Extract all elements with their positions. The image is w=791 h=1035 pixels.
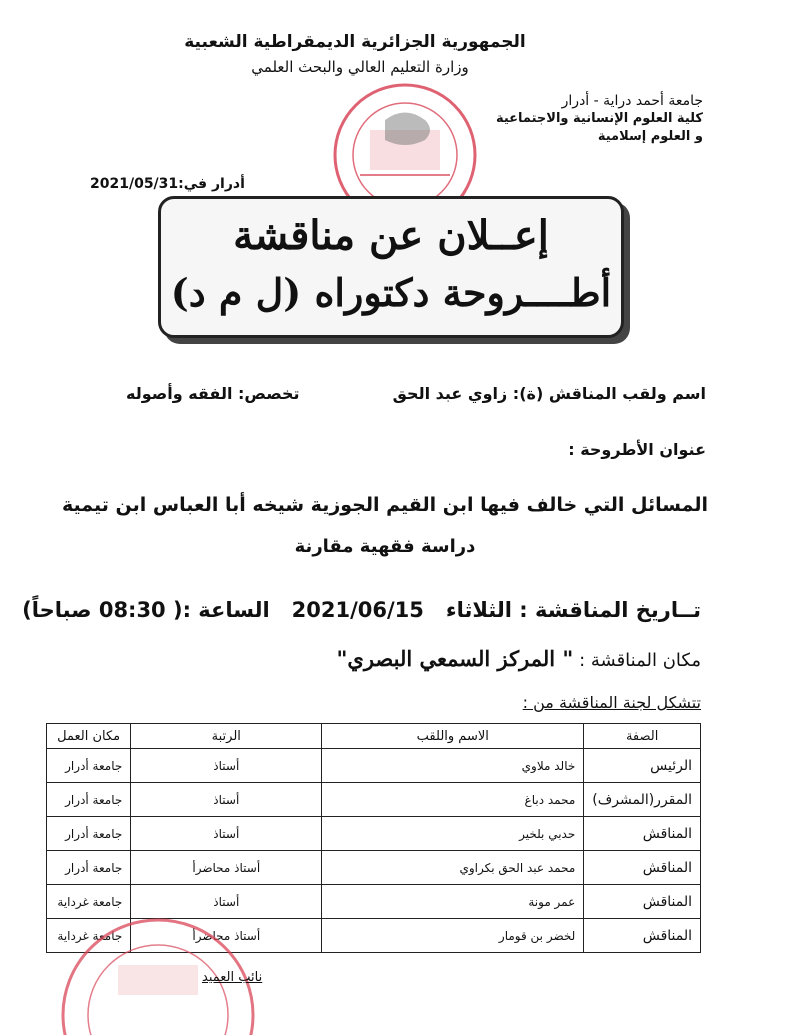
header-workplace: مكان العمل (47, 724, 131, 749)
cell-role: المناقش (584, 885, 701, 919)
header-rank: الرتبة (131, 724, 322, 749)
cell-role: المناقش (584, 851, 701, 885)
cell-rank: أستاذ (131, 749, 322, 783)
defense-time: 08:30 صباحاً) (22, 598, 166, 622)
cell-role: المناقش (584, 919, 701, 953)
cell-workplace: جامعة أدرار (47, 851, 131, 885)
defense-place-label: مكان المناقشة : (579, 650, 701, 671)
cell-name: محمد دباغ (322, 783, 584, 817)
cell-name: محمد عبد الحق بكراوي (322, 851, 584, 885)
defense-date: 2021/06/15 (291, 598, 424, 622)
candidate-name: زاوي عبد الحق (392, 384, 508, 403)
candidate-line (106, 384, 706, 403)
cell-rank: أستاذ (131, 783, 322, 817)
university-name: جامعة أحمد دراية - أدرار (561, 93, 703, 109)
thesis-title-line1: المسائل التي خالف فيها ابن القيم الجوزية شيخه أبا العباس ابن تيمية (62, 494, 708, 516)
jury-table-header (47, 724, 701, 749)
committee-title: تتشكل لجنة المناقشة من : (522, 693, 701, 712)
cell-role: المقرر(المشرف) (584, 783, 701, 817)
cell-workplace: جامعة غرداية (47, 919, 131, 953)
defense-day: الثلاثاء (445, 598, 512, 622)
announcement-title: إعــلان عن مناقشة (233, 212, 549, 259)
thesis-title-line2: دراسة فقهية مقارنة (294, 536, 476, 557)
cell-workplace: جامعة غرداية (47, 885, 131, 919)
cell-name: حدبي بلخير (322, 817, 584, 851)
cell-rank: أستاذ (131, 885, 322, 919)
cell-name: خالد ملاوي (322, 749, 584, 783)
cell-rank: أستاذ محاضرأ (131, 851, 322, 885)
signature-label: نائب العميد (202, 970, 263, 985)
candidate-label: اسم ولقب المناقش (ة): (512, 384, 706, 403)
cell-role: المناقش (584, 817, 701, 851)
defense-time-label: الساعة :( (173, 598, 270, 622)
specialty (126, 384, 300, 403)
faculty-name-2: و العلوم إسلامية (597, 129, 703, 144)
defense-date-label: تــاريخ المناقشة : (519, 598, 701, 622)
table-row (47, 783, 701, 817)
cell-workplace: جامعة أدرار (47, 783, 131, 817)
university-block (463, 92, 703, 146)
header-role: الصفة (584, 724, 701, 749)
specialty-label: تخصص: (238, 384, 300, 403)
defense-place-line (71, 646, 701, 671)
country-header: الجمهورية الجزائرية الديمقراطية الشعبية (184, 32, 526, 52)
cell-name: لخضر بن قومار (322, 919, 584, 953)
cell-rank: أستاذ محاضرأ (131, 919, 322, 953)
announcement-subtitle: أطــــروحة دكتوراه (ل م د) (170, 270, 612, 315)
defense-place: " المركز السمعي البصري" (336, 646, 574, 671)
cell-workplace: جامعة أدرار (47, 817, 131, 851)
specialty-value: الفقه وأصوله (126, 384, 233, 403)
cell-role: الرئيس (584, 749, 701, 783)
faculty-name: كلية العلوم الإنسانية والاجتماعية (495, 111, 703, 126)
place-date: أدرار في:2021/05/31 (90, 176, 245, 192)
thesis-label: عنوان الأطروحة : (568, 440, 706, 459)
cell-name: عمر مونة (322, 885, 584, 919)
table-row (47, 817, 701, 851)
cell-rank: أستاذ (131, 817, 322, 851)
table-row (47, 749, 701, 783)
header-name: الاسم واللقب (322, 724, 584, 749)
cell-workplace: جامعة أدرار (47, 749, 131, 783)
table-row (47, 851, 701, 885)
ministry-header: وزارة التعليم العالي والبحث العلمي (251, 58, 469, 76)
defense-date-line (22, 598, 701, 622)
